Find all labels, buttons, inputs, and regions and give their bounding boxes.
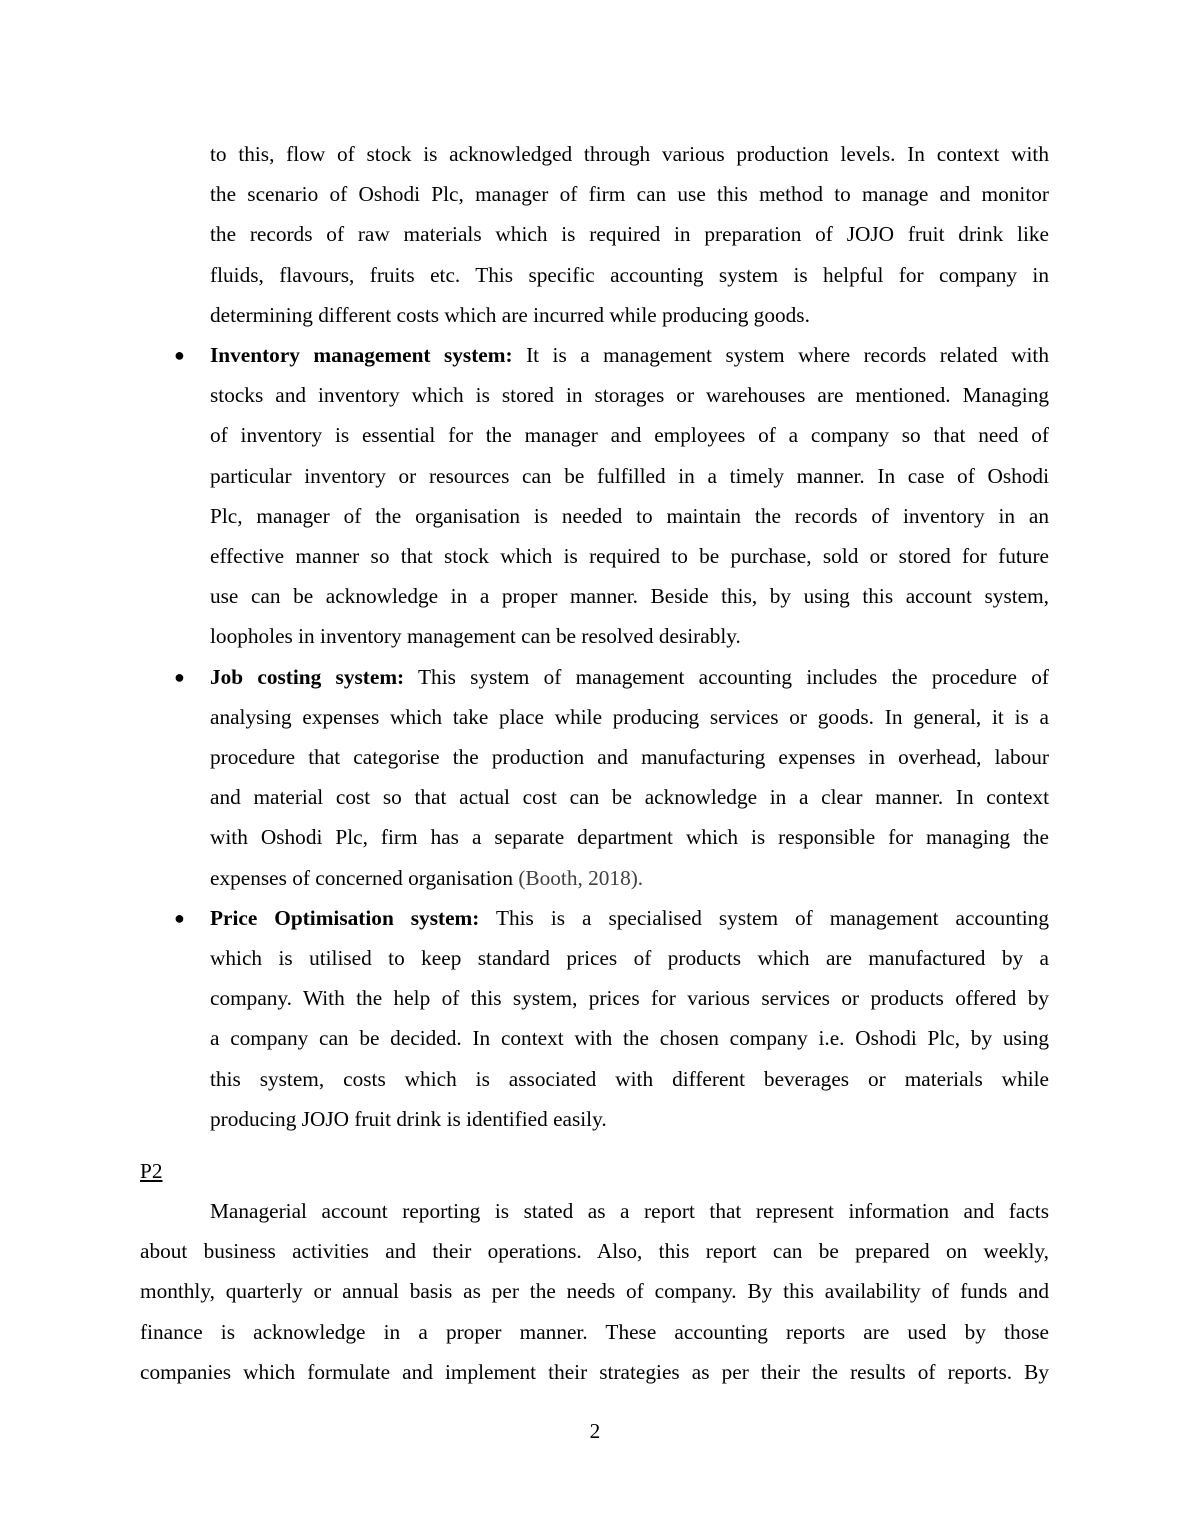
line-text: company. With the help of this system, prices for various services or products offered by	[210, 986, 1049, 1011]
text-line	[210, 1099, 1049, 1139]
line-text: analysing expenses which take place while producing services or goods. In general, it is a	[210, 704, 1049, 729]
line-text: this system, costs which is associated with different beverages or materials while	[210, 1066, 1049, 1091]
line-text: the scenario of Oshodi Plc, manager of firm can use this method to manage and monitor	[210, 182, 1049, 207]
line-text: This is a specialised system of management accounting	[479, 905, 1049, 930]
line-text: Plc, manager of the organisation is needed to maintain the records of inventory in an	[210, 503, 1049, 528]
text-line	[210, 496, 1049, 536]
line-text: determining different costs which are incurred while producing goods.	[210, 302, 810, 327]
text-line	[210, 1059, 1049, 1099]
line-text: a company can be decided. In context with the chosen company i.e. Oshodi Plc, by using	[210, 1026, 1049, 1051]
text-line	[210, 817, 1049, 857]
line-text: which is utilised to keep standard prices of products which are manufactured by a	[210, 946, 1049, 970]
text-line	[210, 375, 1049, 415]
text-line	[210, 978, 1049, 1018]
line-text: stocks and inventory which is stored in storages or warehouses are mentioned. Managing	[210, 383, 1049, 408]
line-text: with Oshodi Plc, firm has a separate department which is responsible for managing the	[210, 825, 1049, 850]
text-line	[210, 938, 1049, 978]
line-text: fluids, flavours, fruits etc. This specific accounting system is helpful for company in	[210, 262, 1049, 287]
line-text: loopholes in inventory management can be resolved desirably.	[210, 624, 741, 649]
bullet-icon: ●	[174, 666, 185, 687]
line-text: This system of management accounting includes the procedure of	[404, 664, 1049, 689]
line-text: and material cost so that actual cost can be acknowledge in a clear manner. In context	[210, 785, 1049, 810]
text-line	[210, 456, 1049, 496]
text-line	[210, 335, 1049, 375]
line-text: effective manner so that stock which is required to be purchase, sold or stored for future	[210, 544, 1049, 568]
text-line	[210, 737, 1049, 777]
text-line	[210, 697, 1049, 737]
text-line	[210, 415, 1049, 455]
bullet-icon: ●	[174, 345, 185, 365]
text-line	[210, 214, 1049, 254]
citation: (Booth, 2018).	[518, 865, 644, 890]
text-line	[210, 536, 1049, 576]
page-number: 2	[589, 1419, 601, 1443]
text-line	[210, 295, 1049, 335]
text-line	[210, 858, 1049, 898]
line-text: the records of raw materials which is required in preparation of JOJO fruit drink like	[210, 222, 1049, 247]
body-line: Managerial account reporting is stated as a report that represent information and facts	[210, 1199, 1049, 1223]
body-line: monthly, quarterly or annual basis as per the needs of company. By this availability of funds and	[140, 1279, 1049, 1304]
line-text: procedure that categorise the production and manufacturing expenses in overhead, labour	[210, 745, 1049, 769]
text-line	[210, 657, 1049, 697]
line-text: particular inventory or resources can be fulfilled in a timely manner. In case of Oshodi	[210, 463, 1049, 488]
line-text: to this, flow of stock is acknowledged through various production levels. In context with	[210, 142, 1049, 166]
line-text: expenses of concerned organisation	[210, 865, 519, 890]
body-line: about business activities and their operations. Also, this report can be prepared on weekly,	[140, 1239, 1049, 1264]
line-text: It is a management system where records related with	[512, 343, 1050, 367]
bullet-label: Job costing system:	[210, 664, 405, 689]
section-heading: P2	[140, 1159, 163, 1183]
text-line	[210, 134, 1049, 174]
text-line	[210, 174, 1049, 214]
text-line	[210, 576, 1049, 616]
text-line	[210, 616, 1049, 656]
line-text: use can be acknowledge in a proper manner. Beside this, by using this account system,	[210, 584, 1049, 609]
bullet-icon: ●	[174, 907, 185, 928]
text-line	[210, 255, 1049, 295]
bullet-label: Price Optimisation system:	[210, 905, 480, 930]
body-line: companies which formulate and implement their strategies as per their the results of reports. By	[140, 1359, 1049, 1384]
line-text: producing JOJO fruit drink is identified easily.	[210, 1106, 607, 1131]
line-text: of inventory is essential for the manager and employees of a company so that need of	[210, 423, 1049, 448]
text-line	[210, 1018, 1049, 1058]
text-line	[210, 898, 1049, 938]
bullet-label: Inventory management system:	[210, 343, 513, 367]
body-line: finance is acknowledge in a proper manner. These accounting reports are used by those	[140, 1319, 1049, 1344]
text-line	[210, 777, 1049, 817]
